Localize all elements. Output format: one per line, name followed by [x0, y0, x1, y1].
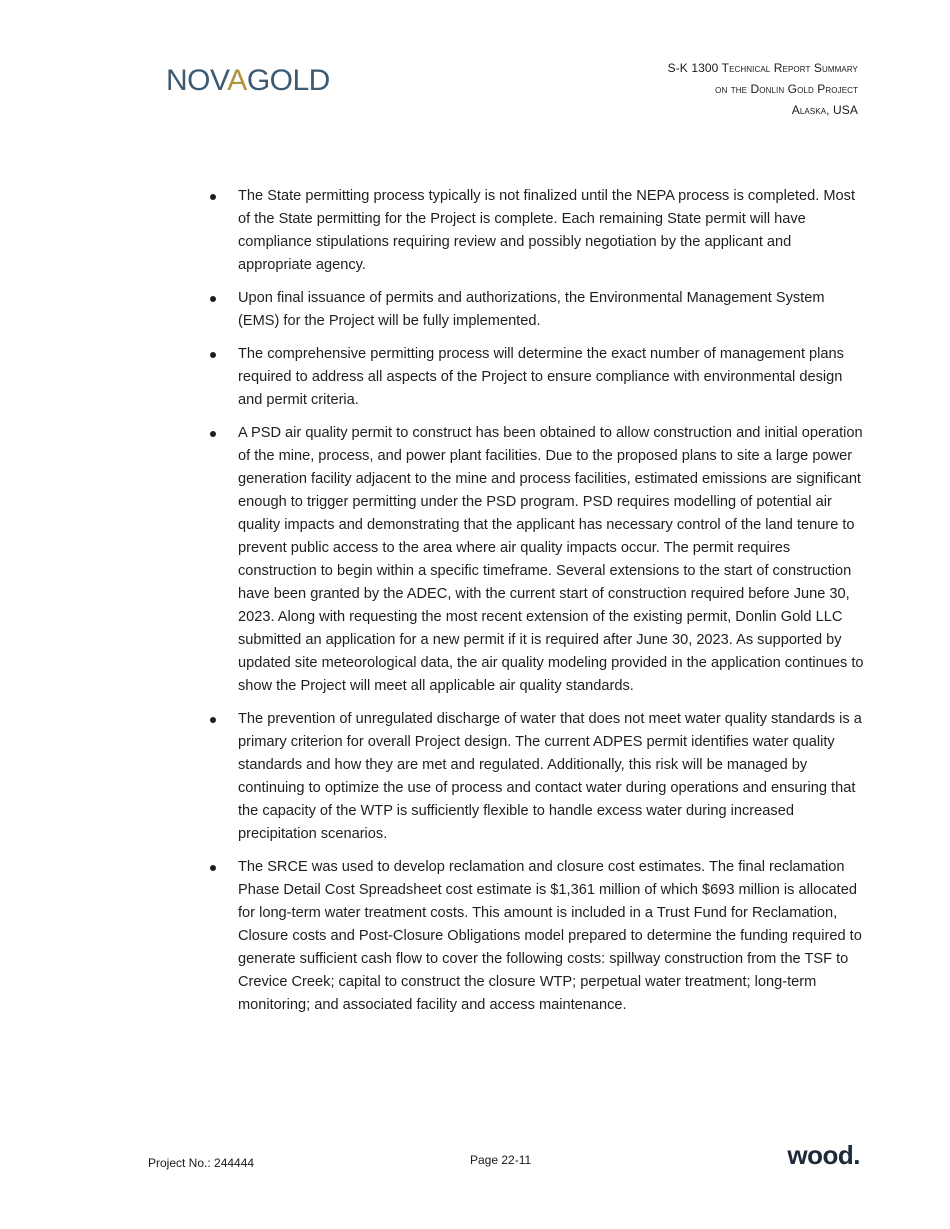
bullet-list: [206, 185, 868, 1017]
logo-text-accent: A: [227, 64, 247, 97]
logo-text-left: NOV: [166, 64, 228, 97]
bullet-icon: [210, 717, 216, 723]
bullet-icon: [210, 431, 216, 437]
bullet-icon: [210, 865, 216, 871]
list-item: [206, 287, 868, 333]
novagold-logo: [166, 64, 330, 98]
report-header: [668, 58, 858, 121]
list-item: [206, 185, 868, 277]
list-item: [206, 856, 868, 1017]
list-item: [206, 343, 868, 412]
bullet-icon: [210, 194, 216, 200]
bullet-text: The SRCE was used to develop reclamation and closure cost estimates. The final reclamation Phase Detail Cost Spreadsheet cost estimate is $1,361 million of which $693 million is allocated for long-term water treatment costs. This amount is included in a Trust Fund for Reclamation, Closure costs and Post-Closure Obligations model prepared to determine the funding required to generate sufficient cash flow to cover the following costs: spillway construction from the TSF to Crevice Creek; capital to construct the closure WTP; perpetual water treatment; long-term monitoring; and associated facility and access maintenance.: [238, 859, 862, 1013]
bullet-icon: [210, 296, 216, 302]
list-item: [206, 422, 868, 698]
bullet-text: A PSD air quality permit to construct has been obtained to allow construction and initial operation of the mine, process, and power plant facilities. Due to the proposed plans to site a large power generation facility adjacent to the mine and process facilities, estimated emissions are significant enough to trigger permitting under the PSD program. PSD requires modelling of potential air quality impacts and demonstrating that the applicant has necessary control of the land tenure to prevent public access to the area where air quality impacts occur. The permit requires construction to begin within a specific timeframe. Several extensions to the start of construction have been granted by the ADEC, with the current start of construction required before June 30, 2023. Along with requesting the most recent extension of the existing permit, Donlin Gold LLC submitted an application for a new permit if it is required after June 30, 2023. As supported by updated site meteorological data, the air quality modeling provided in the application continues to show the Project will meet all applicable air quality standards.: [238, 425, 864, 694]
bullet-text: Upon final issuance of permits and authorizations, the Environmental Management System (EMS) for the Project will be fully implemented.: [238, 290, 825, 329]
page-number: Page 22-11: [470, 1153, 532, 1167]
bullet-text: The State permitting process typically is not finalized until the NEPA process is completed. Most of the State permitting for the Project is complete. Each remaining State permit will have compliance stipulations requiring review and possibly negotiation by the applicant and appropriate agency.: [238, 188, 855, 273]
wood-logo: wood.: [787, 1140, 860, 1170]
project-number: Project No.: 244444: [148, 1156, 255, 1170]
bullet-text: The comprehensive permitting process will determine the exact number of management plans required to address all aspects of the Project to ensure compliance with environmental design and permit criteria.: [238, 346, 844, 408]
report-title-line3: Alaska, USA: [791, 103, 858, 117]
report-title-line1: S-K 1300 Technical Report Summary: [667, 61, 858, 75]
report-title-line2: on the Donlin Gold Project: [715, 82, 858, 96]
bullet-text: The prevention of unregulated discharge of water that does not meet water quality standards is a primary criterion for overall Project design. The current ADPES permit identifies water quality standards and how they are met and regulated. Additionally, this risk will be managed by continuing to optimize the use of process and contact water during operations and ensuring that the capacity of the WTP is sufficiently flexible to handle excess water during increased precipitation scenarios.: [238, 711, 862, 842]
bullet-icon: [210, 352, 216, 358]
page-content: [206, 185, 868, 1027]
logo-text-right: GOLD: [246, 64, 330, 97]
list-item: [206, 708, 868, 846]
